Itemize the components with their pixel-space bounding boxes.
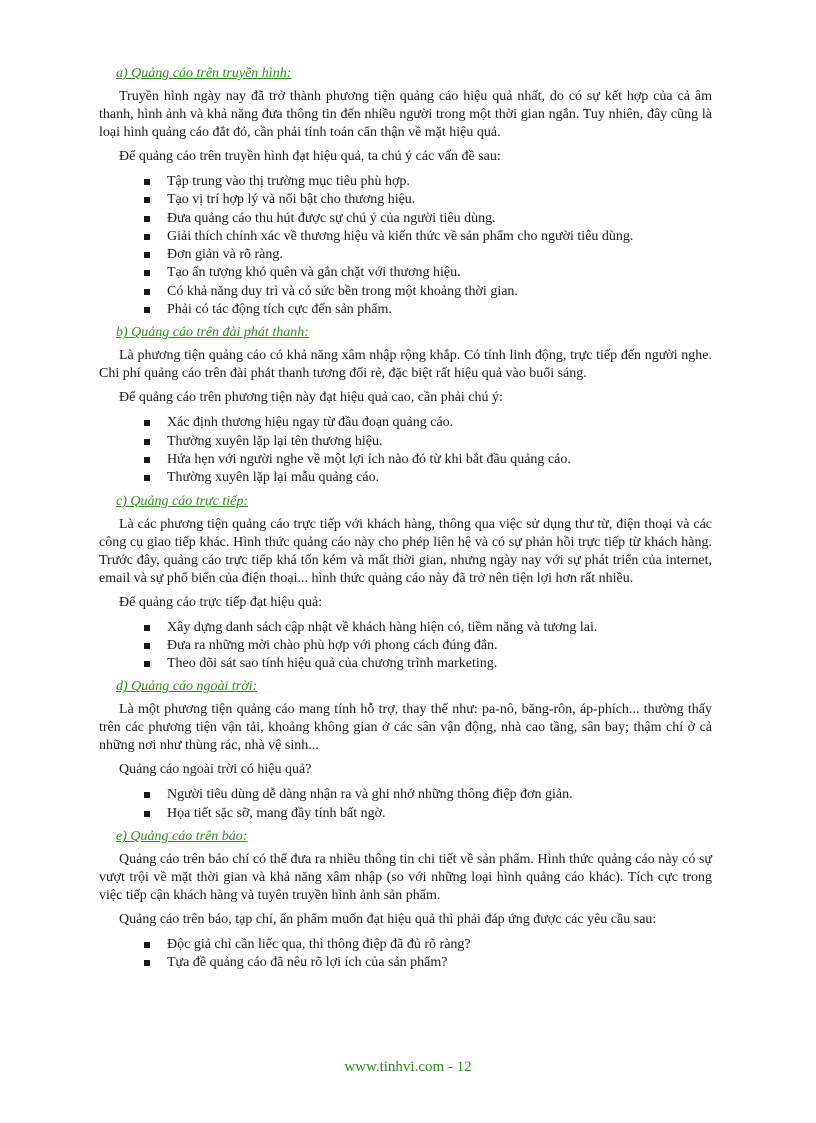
square-bullet-icon — [144, 197, 150, 203]
bullet-list — [99, 414, 712, 487]
square-bullet-icon — [144, 457, 150, 463]
list-item: Có khả năng duy trì và có sức bền trong một khoảng thời gian. — [99, 283, 712, 301]
paragraph: Là một phương tiện quảng cáo mang tính hỗ trợ, thay thế như: pa-nô, băng-rôn, áp-phích... thường thấy trên các phương tiện vận tải, khoảng không gian ở các sân vận động, nhà cao tầng, sân bay; thậm chí ở cả những nơi như thùng rác, nhà vệ sinh... — [99, 702, 712, 754]
list-item: Người tiêu dùng dễ dàng nhận ra và ghi nhớ những thông điệp đơn giản. — [99, 786, 712, 804]
page-footer: www.tinhvi.com - 12 — [344, 1059, 472, 1075]
bullet-list — [99, 173, 712, 319]
paragraph: Là phương tiện quảng cáo có khả năng xâm nhập rộng khắp. Có tính linh động, trực tiếp đến người nghe. Chi phí quảng cáo trên đài phát thanh tương đối rẻ, đặc biệt rất hiệu quả vào buổi sáng. — [99, 348, 712, 382]
section-heading: a) Quảng cáo trên truyền hình: — [116, 66, 292, 81]
list-item: Độc giả chỉ cần liếc qua, thì thông điệp đã đủ rõ ràng? — [99, 936, 712, 954]
list-item: Giải thích chính xác về thương hiệu và kiến thức về sản phẩm cho người tiêu dùng. — [99, 228, 712, 246]
square-bullet-icon — [144, 439, 150, 445]
square-bullet-icon — [144, 960, 150, 966]
list-item: Tạo vị trí hợp lý và nổi bật cho thương hiệu. — [99, 191, 712, 209]
square-bullet-icon — [144, 179, 150, 185]
list-item: Xác định thương hiệu ngay từ đầu đoạn quảng cáo. — [99, 414, 712, 432]
list-item: Xây dựng danh sách cập nhật về khách hàng hiện có, tiềm năng và tương lai. — [99, 619, 712, 637]
section-heading: b) Quảng cáo trên đài phát thanh: — [116, 325, 309, 341]
list-item: Tập trung vào thị trường mục tiêu phù hợp. — [99, 173, 712, 191]
list-item: Họa tiết sặc sỡ, mang đầy tính bất ngờ. — [99, 805, 712, 823]
square-bullet-icon — [144, 307, 150, 313]
square-bullet-icon — [144, 216, 150, 222]
list-item: Tựa đề quảng cáo đã nêu rõ lợi ích của sản phẩm? — [99, 954, 712, 972]
section-heading: e) Quảng cáo trên báo: — [116, 829, 248, 845]
list-intro: Để quảng cáo trên phương tiện này đạt hiệu quả cao, cần phải chú ý: — [119, 390, 503, 406]
square-bullet-icon — [144, 252, 150, 258]
square-bullet-icon — [144, 942, 150, 948]
square-bullet-icon — [144, 792, 150, 798]
list-intro: Quảng cáo trên báo, tạp chí, ấn phẩm muốn đạt hiệu quả thì phải đáp ứng được các yêu cầu sau: — [119, 912, 657, 928]
section-outdoor — [99, 678, 712, 823]
list-item: Đưa quảng cáo thu hút được sự chú ý của người tiêu dùng. — [99, 210, 712, 228]
section-newspaper — [99, 828, 712, 973]
bullet-list — [99, 619, 712, 674]
paragraph: Quảng cáo trên báo chí có thể đưa ra nhiều thông tin chi tiết về sản phẩm. Hình thức quảng cáo này có sự vượt trội về mặt thời gian và khả năng xâm nhập (so với những loại hình quảng cáo khác). Tích cực trong việc tiếp cận khách hàng và tuyên truyền hình ảnh sản phẩm. — [99, 852, 712, 904]
square-bullet-icon — [144, 811, 150, 817]
bullet-list — [99, 936, 712, 973]
square-bullet-icon — [144, 643, 150, 649]
section-heading: d) Quảng cáo ngoài trời: — [116, 679, 258, 695]
list-intro: Quảng cáo ngoài trời có hiệu quả? — [119, 762, 312, 778]
bullet-list — [99, 786, 712, 823]
list-item: Hứa hẹn với người nghe về một lợi ích nào đó từ khi bắt đầu quảng cáo. — [99, 451, 712, 469]
paragraph: Truyền hình ngày nay đã trở thành phương tiện quảng cáo hiệu quả nhất, do có sự kết hợp của cả âm thanh, hình ảnh và khả năng đưa thông tin đến nhiều người trong một thời gian ngắn. Tuy nhiên, đây cũng là loại hình quảng cáo đắt đỏ, cần phải tính toán cẩn thận về mặt hiệu quả. — [99, 89, 712, 140]
square-bullet-icon — [144, 289, 150, 295]
square-bullet-icon — [144, 661, 150, 667]
square-bullet-icon — [144, 625, 150, 631]
section-direct — [99, 493, 712, 674]
section-radio — [99, 324, 712, 487]
page-content — [99, 65, 712, 978]
section-tv — [99, 65, 712, 319]
list-intro: Để quảng cáo trực tiếp đạt hiệu quả: — [119, 594, 323, 610]
square-bullet-icon — [144, 270, 150, 276]
list-intro: Để quảng cáo trên truyền hình đạt hiệu quả, ta chú ý các vấn đề sau: — [119, 149, 501, 164]
list-item: Đưa ra những mời chào phù hợp với phong cách đúng đắn. — [99, 637, 712, 655]
square-bullet-icon — [144, 475, 150, 481]
list-item: Thường xuyên lặp lại mẫu quảng cáo. — [99, 469, 712, 487]
list-item: Phải có tác động tích cực đến sản phẩm. — [99, 301, 712, 319]
square-bullet-icon — [144, 234, 150, 240]
paragraph: Là các phương tiện quảng cáo trực tiếp với khách hàng, thông qua việc sử dụng thư từ, điện thoại và các công cụ giao tiếp khác. Hình thức quảng cáo này cho phép liên hệ và có sự phản hồi trực tiếp từ khách hàng. Trước đây, quảng cáo trực tiếp khá tốn kém và mất thời gian, nhưng ngày nay với sự phát triển của internet, email và sự phổ biến của điện thoại... hình thức quảng cáo này đã trở nên tiện lợi hơn rất nhiều. — [99, 516, 712, 586]
list-item: Thường xuyên lặp lại tên thương hiệu. — [99, 433, 712, 451]
list-item: Tạo ấn tượng khó quên và gắn chặt với thương hiệu. — [99, 264, 712, 282]
list-item: Đơn giản và rõ ràng. — [99, 246, 712, 264]
section-heading: c) Quảng cáo trực tiếp: — [116, 493, 249, 509]
list-item: Theo dõi sát sao tính hiệu quả của chương trình marketing. — [99, 655, 712, 673]
square-bullet-icon — [144, 420, 150, 426]
